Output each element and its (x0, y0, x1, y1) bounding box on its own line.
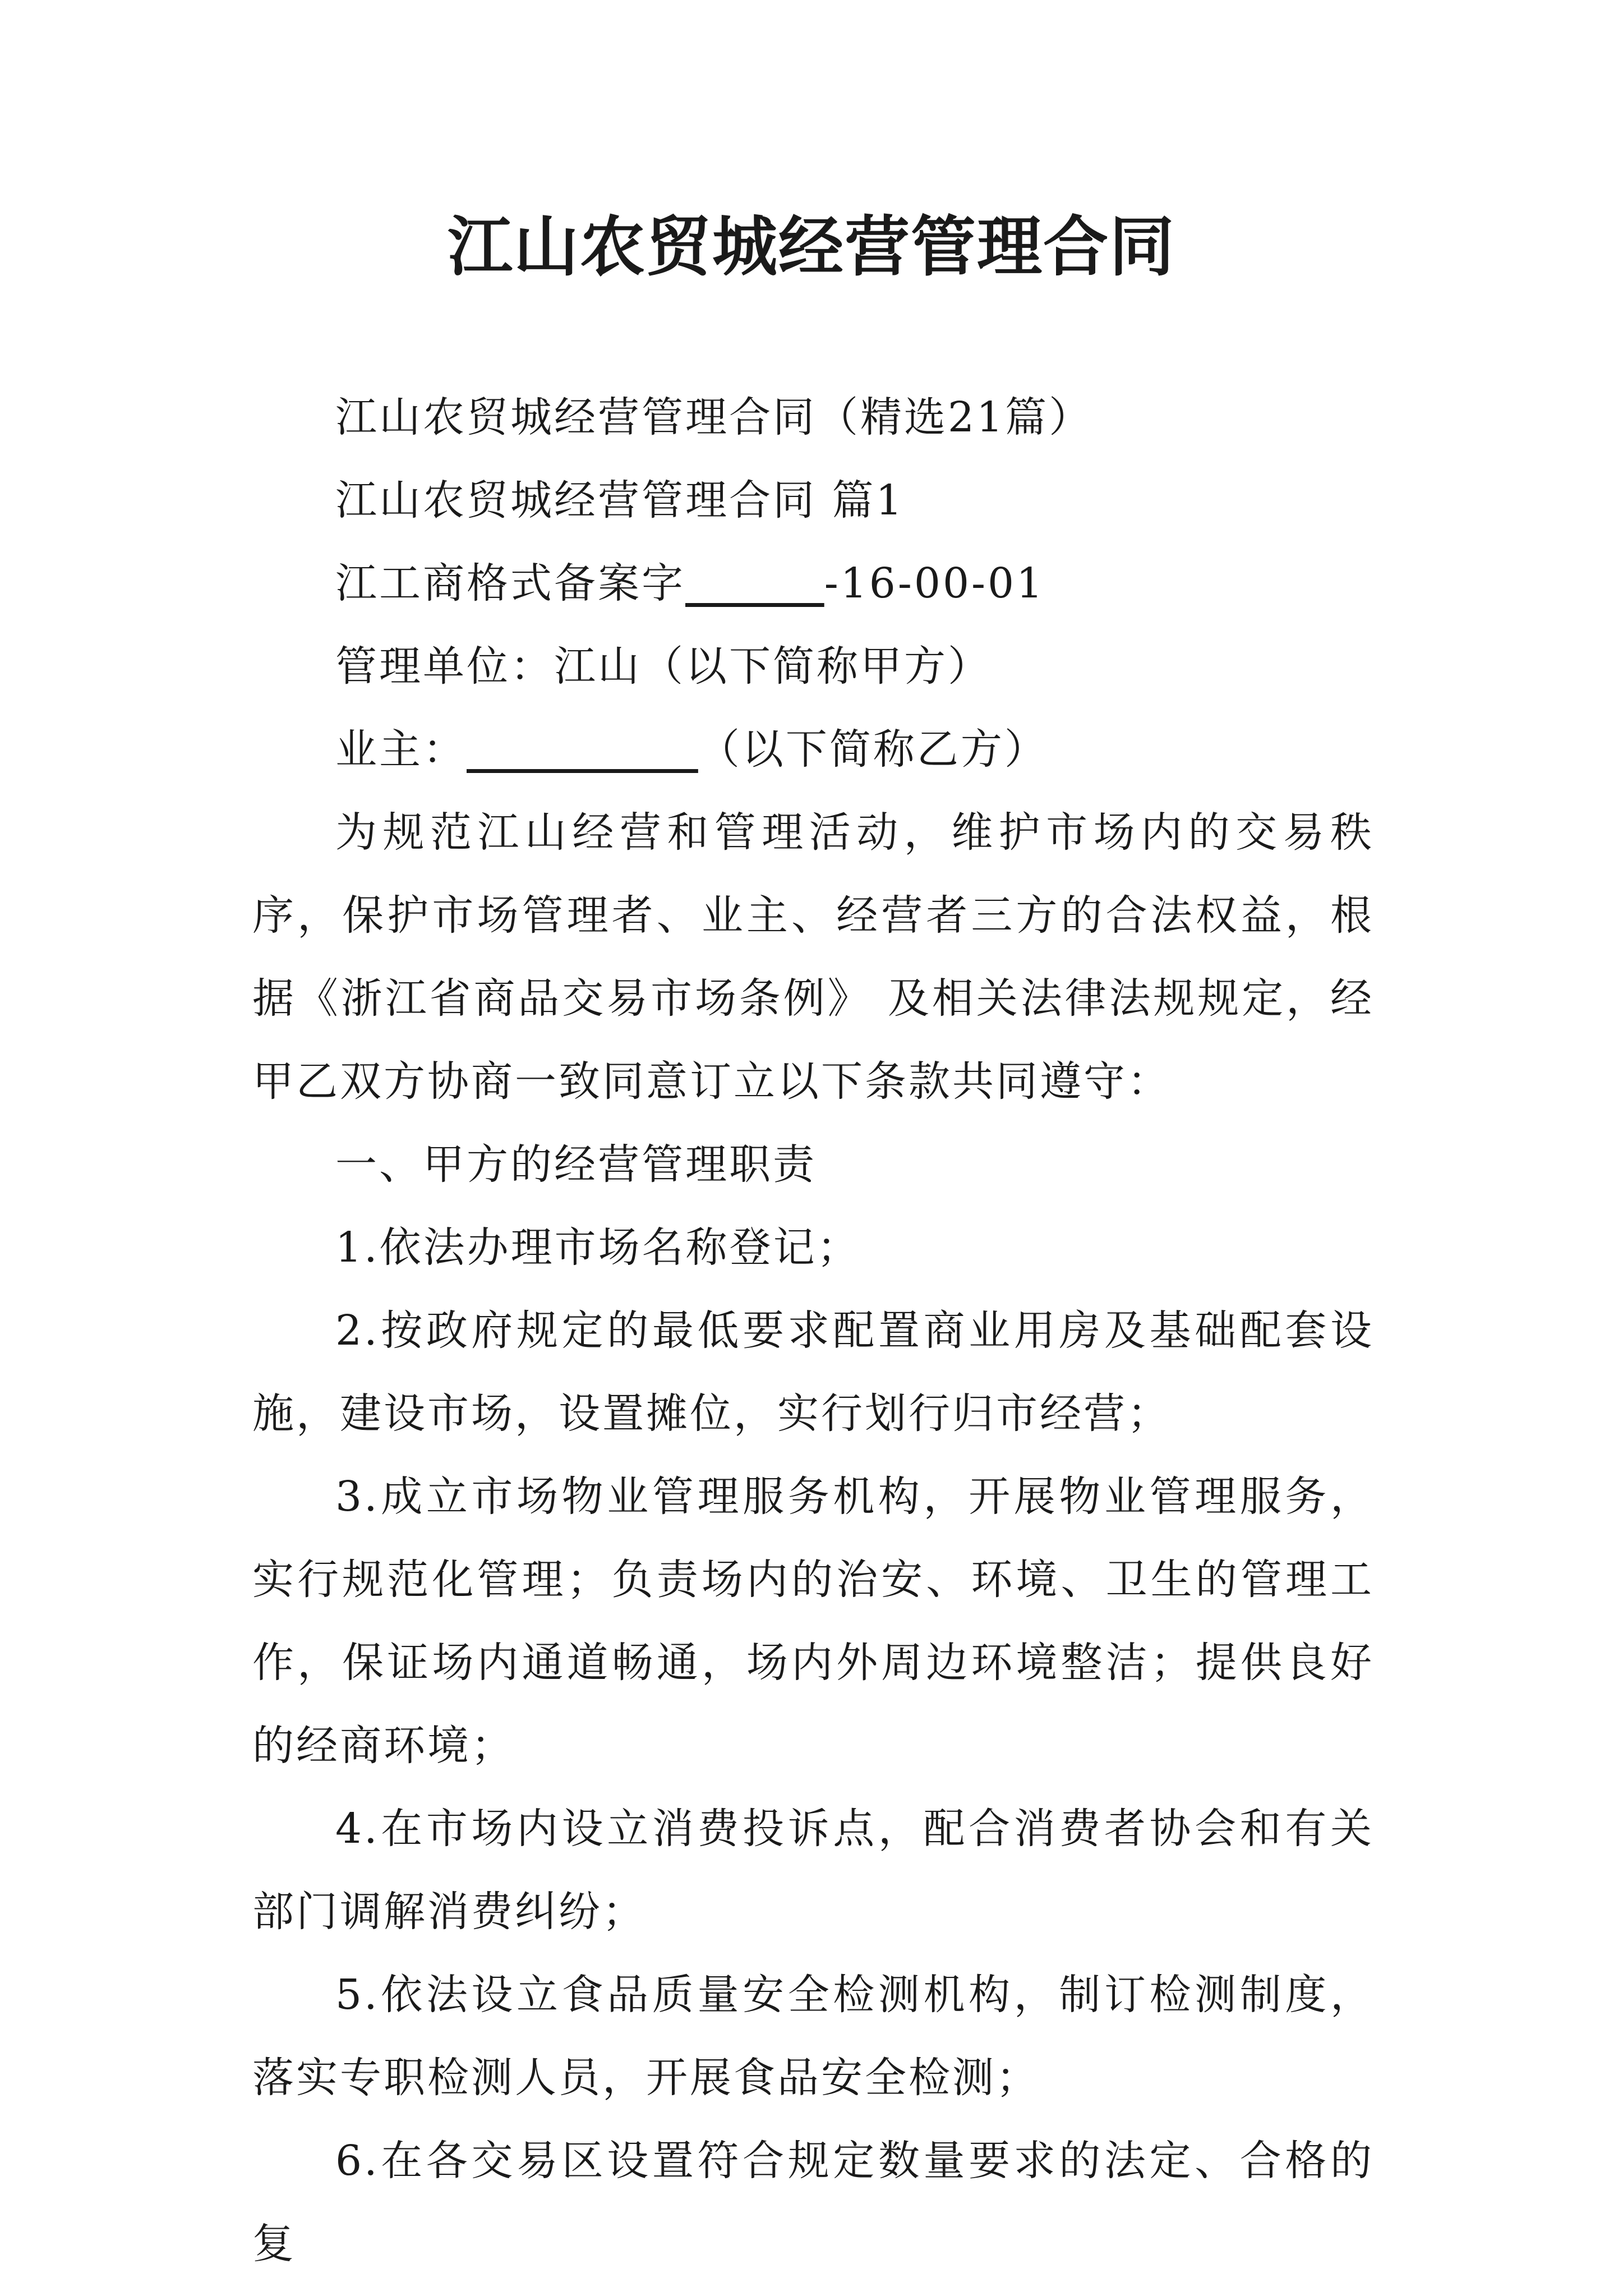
list-item: 1.依法办理市场名称登记； (335, 1223, 861, 1272)
list-item: 3.成立市场物业管理服务机构，开展物业管理服务，实行规范化管理；负责场内的治安、环境、卫生的管理工作，保证场内通道畅通，场内外周边环境整洁；提供良好的经商环境； (252, 1473, 1374, 1770)
list-item: 5.依法设立食品质量安全检测机构，制订检测制度，落实专职检测人员，开展食品安全检测； (252, 1971, 1374, 2102)
party-b-line (252, 708, 1374, 791)
list-item: 4.在市场内设立消费投诉点，配合消费者协会和有关部门调解消费纠纷； (252, 1805, 1374, 1936)
party-a-line: 管理单位：江山（以下简称甲方） (335, 642, 992, 691)
chapter-heading: 一、甲方的经营管理职责 (335, 1140, 817, 1189)
subtitle-line: 江山农贸城经营管理合同（精选21篇） (335, 393, 1093, 441)
section-heading: 江山农贸城经营管理合同 篇1 (335, 476, 905, 524)
party-b-prefix: 业主： (335, 725, 467, 774)
list-item: 2.按政府规定的最低要求配置商业用房及基础配套设施，建设市场，设置摊位，实行划行归市经营； (252, 1306, 1374, 1438)
filing-suffix: -16-00-01 (824, 559, 1045, 608)
filing-blank (685, 559, 824, 608)
document-body (252, 376, 1374, 2285)
preamble-paragraph: 为规范江山经营和管理活动，维护市场内的交易秩序，保护市场管理者、业主、经营者三方的合法权益，根据《浙江省商品交易市场条例》 及相关法律法规规定，经甲乙双方协商一致同意订立以下条款共同遵守： (252, 808, 1374, 1106)
party-b-blank (467, 725, 698, 774)
list-item: 6.在各交易区设置符合规定数量要求的法定、合格的复 (252, 2137, 1374, 2268)
filing-number-line (252, 542, 1374, 625)
filing-prefix: 江工商格式备案字 (335, 559, 685, 608)
party-b-suffix: （以下简称乙方） (698, 725, 1048, 774)
document-title: 江山农贸城经营管理合同 (448, 209, 1175, 285)
